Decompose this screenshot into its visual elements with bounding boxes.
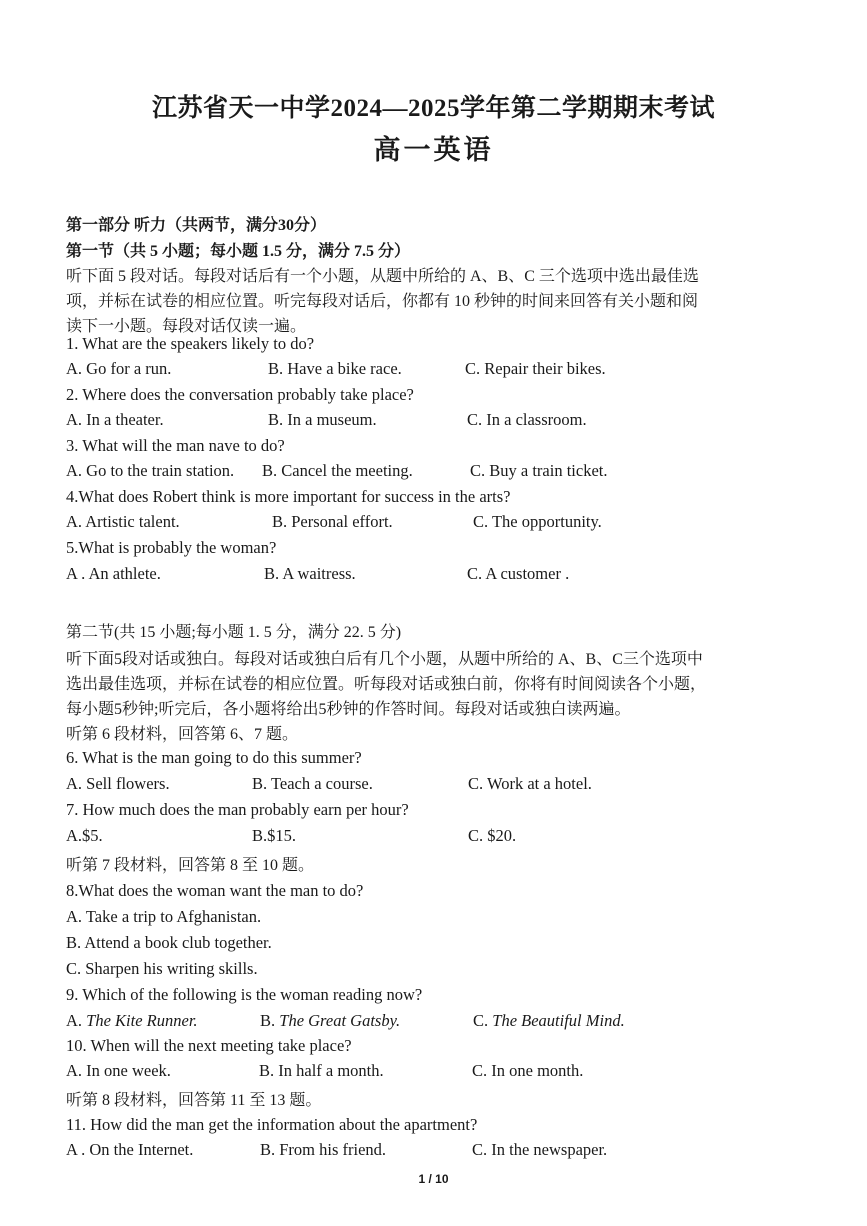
question-4: 4.What does Robert think is more important for success in the arts? [66, 487, 511, 506]
material-6-instruction: 听第 6 段材料，回答第 6、7 题。 [66, 726, 299, 743]
q9-option-c [473, 1011, 625, 1031]
q1-option-c: C. Repair their bikes. [465, 359, 606, 378]
exam-subject: 高一英语 [373, 135, 494, 165]
material-7-instruction: 听第 7 段材料，回答第 8 至 10 题。 [66, 857, 315, 874]
q6-option-a: A. Sell flowers. [66, 774, 170, 793]
option-letter: C. [473, 1011, 493, 1030]
q11-option-b: B. From his friend. [260, 1140, 387, 1159]
q2-option-b: B. In a museum. [268, 410, 377, 429]
q7-option-a: A.$5. [66, 826, 103, 845]
section2-heading: 第二节(共 15 小题;每小题 1. 5 分，满分 22. 5 分) [66, 624, 402, 641]
q2-option-c: C. In a classroom. [467, 410, 587, 429]
q1-option-a: A. Go for a run. [66, 359, 172, 378]
q9-option-a [66, 1011, 198, 1031]
q7-option-c: C. $20. [468, 826, 517, 845]
material-8-instruction: 听第 8 段材料，回答第 11 至 13 题。 [66, 1092, 322, 1109]
q8-option-c: C. Sharpen his writing skills. [66, 959, 258, 978]
question-9: 9. Which of the following is the woman reading now? [66, 985, 423, 1004]
question-10: 10. When will the next meeting take place? [66, 1036, 352, 1055]
section1-instruction-line: 听下面 5 段对话。每段对话后有一个小题，从题中所给的 A、B、C 三个选项中选出最佳选 [66, 268, 699, 285]
part1-heading: 第一部分 听力（共两节，满分30分） [66, 217, 327, 234]
page-number: 1 / 10 [418, 1172, 449, 1186]
q5-option-b: B. A waitress. [264, 564, 356, 583]
q3-option-b: B. Cancel the meeting. [262, 461, 413, 480]
section2-instruction-line: 听下面5段对话或独白。每段对话或独白后有几个小题，从题中所给的 A、B、C三个选项中 [66, 651, 703, 668]
q8-option-b: B. Attend a book club together. [66, 933, 272, 952]
exam-title: 江苏省天一中学2024—2025学年第二学期期末考试 [151, 95, 715, 122]
book-title: The Kite Runner. [86, 1011, 198, 1030]
section2-instruction-line: 每小题5秒钟;听完后，各小题将给出5秒钟的作答时间。每段对话或独白读两遍。 [66, 701, 631, 718]
q4-option-c: C. The opportunity. [473, 512, 602, 531]
option-letter: B. [260, 1011, 280, 1030]
q11-option-a: A . On the Internet. [66, 1140, 194, 1159]
question-3: 3. What will the man nave to do? [66, 436, 285, 455]
option-letter: A. [66, 1011, 87, 1030]
q6-option-c: C. Work at a hotel. [468, 774, 592, 793]
q9-option-b [260, 1011, 400, 1031]
q6-option-b: B. Teach a course. [252, 774, 373, 793]
q8-option-a: A. Take a trip to Afghanistan. [66, 907, 262, 926]
q4-option-b: B. Personal effort. [272, 512, 393, 531]
question-5: 5.What is probably the woman? [66, 538, 277, 557]
section1-heading: 第一节（共 5 小题；每小题 1.5 分，满分 7.5 分） [66, 243, 411, 260]
q3-option-a: A. Go to the train station. [66, 461, 235, 480]
question-8: 8.What does the woman want the man to do? [66, 881, 364, 900]
q3-option-c: C. Buy a train ticket. [470, 461, 608, 480]
question-6: 6. What is the man going to do this summer? [66, 748, 362, 767]
q4-option-a: A. Artistic talent. [66, 512, 180, 531]
q10-option-b: B. In half a month. [259, 1061, 384, 1080]
question-1: 1. What are the speakers likely to do? [66, 334, 315, 353]
question-2: 2. Where does the conversation probably take place? [66, 385, 414, 404]
section1-instruction-line: 读下一小题。每段对话仅读一遍。 [66, 318, 307, 335]
q5-option-c: C. A customer . [467, 564, 570, 583]
section1-instruction-line: 项，并标在试卷的相应位置。听完每段对话后，你都有 10 秒钟的时间来回答有关小题和阅 [66, 293, 699, 310]
q1-option-b: B. Have a bike race. [268, 359, 402, 378]
q10-option-c: C. In one month. [472, 1061, 584, 1080]
q7-option-b: B.$15. [252, 826, 297, 845]
q2-option-a: A. In a theater. [66, 410, 164, 429]
q10-option-a: A. In one week. [66, 1061, 171, 1080]
book-title: The Great Gatsby. [279, 1011, 401, 1030]
section2-instruction-line: 选出最佳选项，并标在试卷的相应位置。听每段对话或独白前，你将有时间阅读各个小题， [66, 676, 707, 693]
question-7: 7. How much does the man probably earn per hour? [66, 800, 409, 819]
book-title: The Beautiful Mind. [492, 1011, 625, 1030]
q11-option-c: C. In the newspaper. [472, 1140, 608, 1159]
q5-option-a: A . An athlete. [66, 564, 161, 583]
question-11: 11. How did the man get the information about the apartment? [66, 1115, 478, 1134]
